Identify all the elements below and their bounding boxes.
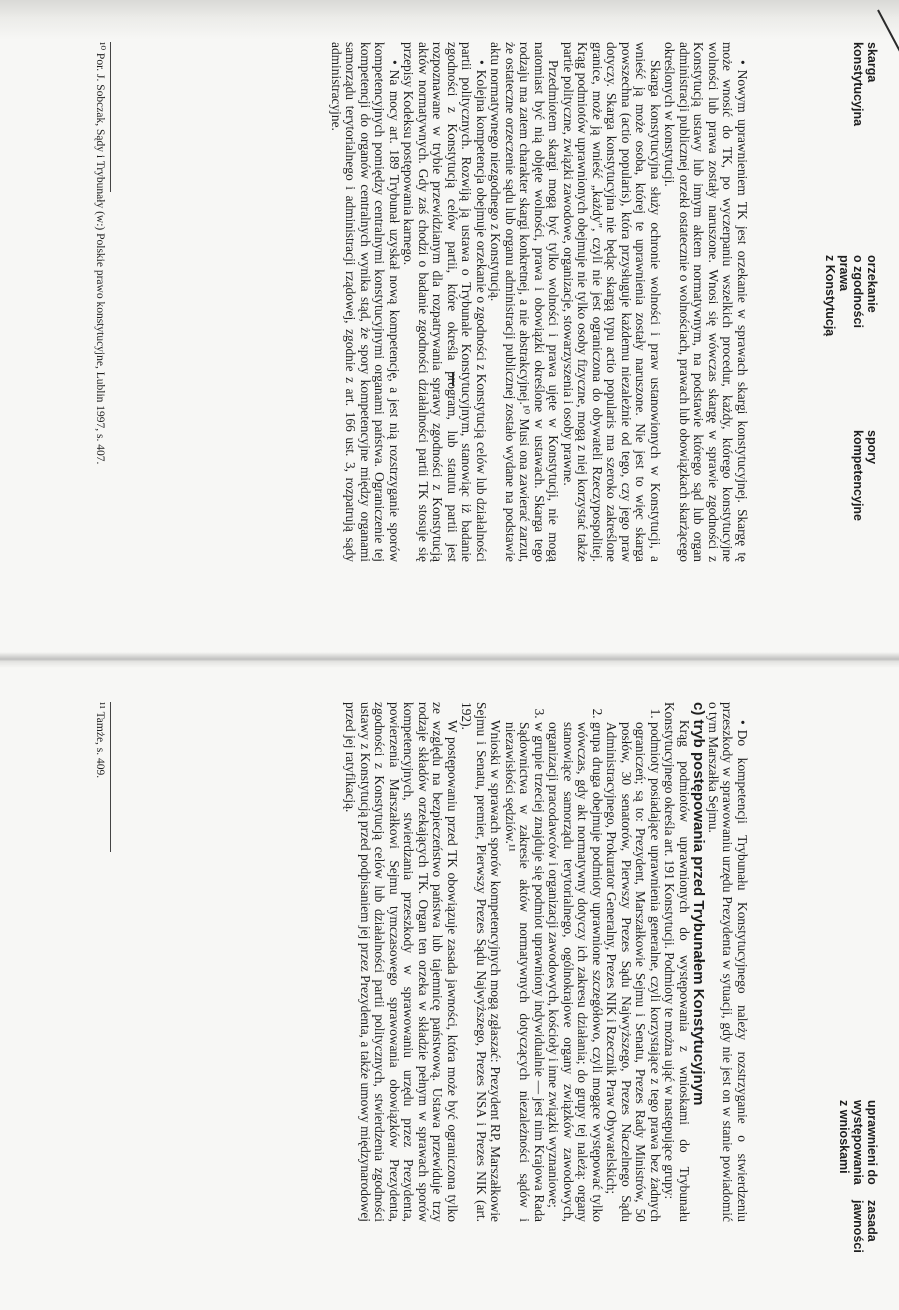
list-item: 1. podmioty posiadające uprawnienia generalne, czyli korzystające z tego prawa bez żadnych ograniczeń; są to: Prezydent, Marszałkowie Sejmu i Senatu, Prezes Rady Ministrów, 50 posłów, 30 senatorów, Pierwszy Prezes Sądu Najwyższego, Prezes Naczelnego Sądu Administracyjnego, Prokurator Generalny, Prezes NIK i Rzecznik Praw Obywatelskich; (604, 722, 662, 1222)
margin-note-uprawnieni: uprawnieni do występowania z wnioskami (837, 1100, 879, 1185)
paragraph-partie: • Kolejna kompetencja obejmuje orzekanie o zgodności z Konstytucją celów lub działalności partii politycznych. Rozwiją ją ustawa o Trybunale Konstytucyjnym, stanowiąc iż badanie zgodności z Konstytucją celów partii, które określa program, lub statutu partii jest rozpoznawane w trybie przewidzianym dla rozpatrywania sprawy zgodności z Konstytucją aktów normatywnych. Gdy zaś chodzi o badanie zgodności działalności partii TK stosuje się przepisy Kodeksu postępowania karnego. (401, 42, 488, 562)
list-item: 2. grupa druga obejmuje podmioty uprawnione szczegółowo, czyli mogące występować tylko wówczas, gdy akt normatywny dotyczy ich zakresu działania; do grupy tej należą: organy stanowiące samorządu terytorialnego, ogólnokrajowe organy związków zawodowych, organizacji pracodawców i organizacji zawodowych, kościoły i inne związki wyznaniowe; (546, 722, 604, 1222)
right-text-column (343, 702, 749, 1222)
right-footnotes (71, 702, 111, 1222)
list-item: 3. w grupie trzeciej znajduje się podmiot uprawniony indywidualnie — jest nim Krajowa Rada Sądownictwa w zakresie aktów normatywnych dotyczących niezależności sądów i niezawisłości sędziów.¹¹ (503, 722, 547, 1222)
paragraph-spory: • Na mocy art. 189 Trybunał uzyskał nową kompetencję, a jest nią rozstrzyganie sporów kompetencyjnych pomiędzy centralnymi konstytucyjnymi organami państwa. Ograniczenie tej kompetencji do organów centralnych wynika stąd, że spory kompetencyjne między organami samorządu terytorialnego i administracji rządowej, zgodnie z art. 166 ust. 3, rozpatrują sądy administracyjne. (329, 42, 402, 562)
paragraph-skarga-ochrona: Skarga konstytucyjna służy ochronie wolności i praw ustanowionych w Konstytucji, a wnieść ją może osoba, której te uprawnienia zostały naruszone. Nie jest to więc skarga powszechna (actio popularis), która przysługuje każdemu niezależnie od tego, czy jego praw dotyczy. Skarga konstytucyjna nie będąc skargą typu actio popularis ma szeroko zakreślone granice, może ją wnieść „każdy", czyli nie jest ograniczona do obywateli Rzeczypospolitej. Krąg podmiotów uprawnionych obejmuje nie tylko osoby fizyczne, mogą z niej korzystać także partie polityczne, związki zawodowe, organizacje, stowarzyszenia i osoby prawne. (561, 42, 663, 562)
paragraph-przeszkoda: • Do kompetencji Trybunału Konstytucyjnego należy rozstrzyganie o stwierdzeniu przeszkody w sprawowaniu urzędu Prezydenta w sytuacji, gdy nie jest on w stanie powiadomić o tym Marszałka Sejmu. (706, 702, 750, 1222)
section-heading: c) tryb postępowania przed Trybunałem Konstytucyjnym (690, 702, 708, 1106)
paragraph-krag-podmiotow: Krąg podmiotów uprawnionych do występowania z wnioskami do Trybunału Konstytucyjnego określa art. 191 Konstytucji. Podmioty te można ująć w następujące grupy: (662, 702, 692, 1222)
left-footnotes (51, 42, 111, 562)
margin-note-orzekanie: orzekanie o zgodności prawa z Konstytucją (823, 255, 879, 337)
footnote-rule (110, 42, 111, 192)
paragraph-wnioski: Wnioski w sprawach sporów kompetencyjnych mogą zgłaszać: Prezydent RP, Marszałkowie Sejmu i Senatu, premier, Pierwszy Prezes Sądu Najwyższego, Prezes NSA i Prezes NIK (art. 192). (459, 702, 504, 1222)
entities-list (503, 702, 663, 1222)
margin-note-zasada: zasada jawności (851, 1200, 879, 1253)
footnote-11: ¹¹ Tamże, s. 409. (94, 702, 106, 779)
footnote-rule (110, 702, 111, 852)
paragraph-skarga: • Nowym uprawnieniem TK jest orzekanie w sprawach skargi konstytucyjnej. Skargę tę może wnosić do TK, po wyczerpaniu wszelkich procedur, każdy, którego konstytucyjne wolności lub prawa zostały naruszone. Wnosi się wówczas skargę w sprawie zgodności z Konstytucją ustawy lub innym aktem normatywnym, na podstawie którego sąd lub organ administracji publicznej orzekł ostatecznie o wolnościach, prawach lub obowiązkach skarżącego określonych w konstytucji. (662, 42, 749, 562)
paragraph-jawnosc: W postępowaniu przed TK obowiązuje zasada jawności, która może być ograniczona tylko ze względu na bezpieczeństwo państwa lub tajemnicę państwową. Ustawa przewiduje trzy rodzaje składów orzekających TK. Organ ten orzeka w składzie pełnym w sprawach sporów kompetencyjnych, stwierdzania przeszkody w sprawowaniu urzędu przez Prezydenta, powierzenia Marszałkowi Sejmu tymczasowego sprawowania obowiązków Prezydenta, zgodności z Konstytucją celów lub działalności partii politycznych, stwierdzenia zgodności ustawy z Konstytucją przed podpisaniem jej przez Prezydenta, a także umowy międzynarodowej przed jej ratyfikacją. (343, 702, 460, 1222)
left-text-column (329, 42, 750, 562)
margin-note-skarga: skarga konstytucyjna (851, 42, 879, 127)
margin-note-spory: spory kompetencyjne (851, 430, 879, 522)
footnote-10: ¹⁰ Por. J. Sobczak, Sądy i Trybunały (w:) Polskie prawo konstytucyjne, Lublin 1997, s. 407. (94, 42, 106, 465)
paragraph-przedmiot-skargi: Przedmiotem skargi mogą być tylko wolności i prawa ujęte w Konstytucji, nie mogą natomiast być nią objęte wolności, prawa i obowiązki określone w ustawach. Skarga tego rodzaju ma zatem charakter skargi konkretnej, a nie abstrakcyjnej.¹⁰ Musi ona zawierać zarzut, że ostateczne orzeczenie sądu lub organu administracji publicznej zostało wydane na podstawie aktu normatywnego niezgodnego z Konstytucją. (488, 42, 562, 562)
